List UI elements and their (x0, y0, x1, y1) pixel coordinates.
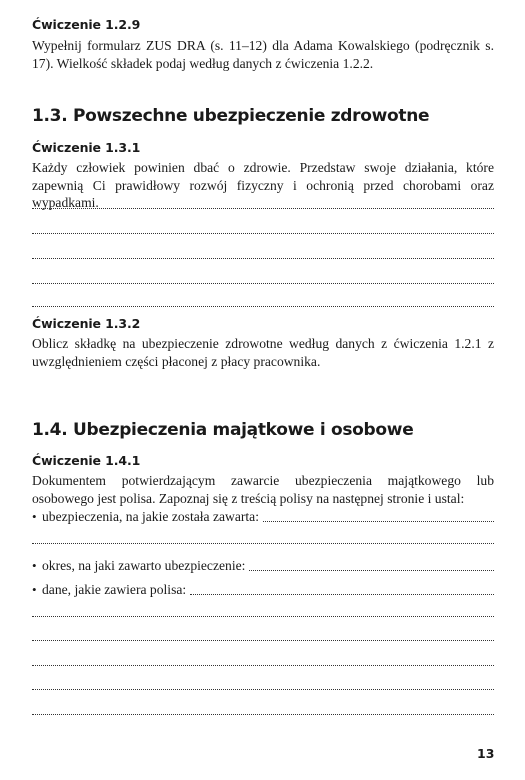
answer-line[interactable] (249, 570, 494, 571)
bullet-label: okres, na jaki zawarto ubezpieczenie: (42, 558, 246, 573)
section-1-4-heading: 1.4. Ubezpieczenia majątkowe i osobowe (32, 420, 414, 440)
bullet-label: ubezpieczenia, na jakie została zawarta: (42, 509, 259, 524)
answer-line[interactable] (32, 543, 494, 544)
exercise-1-4-1-text: Dokumentem potwierdzającym zawarcie ubezpieczenia majątkowego lub osobowego jest polisa. Zapoznaj się z treścią polisy na następnej stronie i ustal: (32, 473, 494, 506)
answer-line[interactable] (32, 714, 494, 715)
exercise-1-4-1-title: Ćwiczenie 1.4.1 (32, 453, 141, 468)
exercise-1-3-2-text: Oblicz składkę na ubezpieczenie zdrowotne według danych z ćwiczenia 1.2.1 z uwzględnieniem części płaconej z płacy pracownika. (32, 336, 494, 369)
bullet-item-insurance-type (32, 507, 494, 525)
exercise-1-2-9-text: Wypełnij formularz ZUS DRA (s. 11–12) dla Adama Kowalskiego (podręcznik s. 17). Wielkość składek podaj według danych z ćwiczenia 1.2.2. (32, 38, 494, 71)
exercise-1-3-2-title: Ćwiczenie 1.3.2 (32, 316, 141, 331)
bullet-item-insurance-period (32, 556, 494, 574)
answer-line[interactable] (263, 521, 494, 522)
section-1-3-heading: 1.3. Powszechne ubezpieczenie zdrowotne (32, 106, 430, 126)
answer-line[interactable] (32, 640, 494, 641)
answer-line[interactable] (190, 594, 494, 595)
answer-line[interactable] (32, 306, 494, 307)
answer-line[interactable] (32, 689, 494, 690)
answer-line[interactable] (32, 233, 494, 234)
answer-line[interactable] (32, 258, 494, 259)
bullet-glyph: • (32, 509, 37, 524)
exercise-1-3-1-text: Każdy człowiek powinien dbać o zdrowie. Przedstaw swoje działania, które zapewnią Ci prawidłowy rozwój fizyczny i ochronią przed chorobami oraz wypadkami. (32, 160, 494, 210)
answer-line[interactable] (32, 283, 494, 284)
answer-line[interactable] (32, 616, 494, 617)
bullet-glyph: • (32, 582, 37, 597)
page-number: 13 (477, 746, 495, 761)
bullet-label: dane, jakie zawiera polisa: (42, 582, 187, 597)
bullet-item-policy-data (32, 580, 494, 598)
exercise-1-2-9-title: Ćwiczenie 1.2.9 (32, 17, 141, 32)
exercise-1-3-1-title: Ćwiczenie 1.3.1 (32, 140, 141, 155)
answer-line[interactable] (32, 665, 494, 666)
bullet-glyph: • (32, 558, 37, 573)
answer-line[interactable] (32, 208, 494, 209)
